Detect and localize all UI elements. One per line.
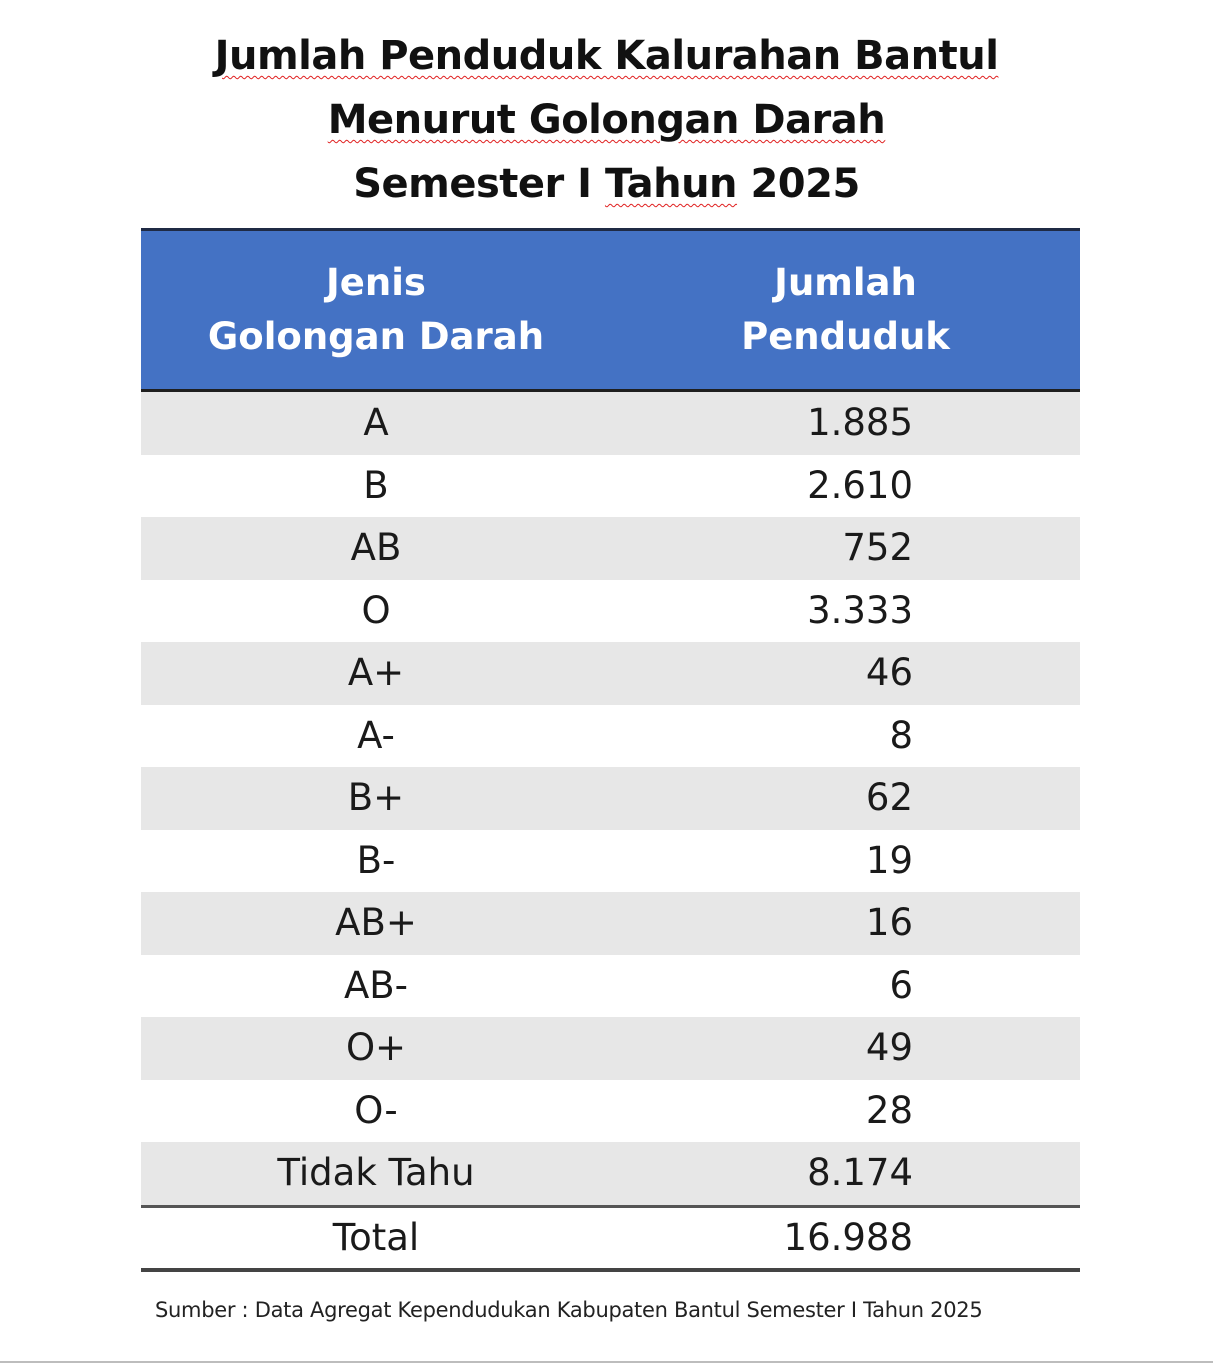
population-cell: 3.333 xyxy=(807,588,913,632)
table-row xyxy=(141,580,1080,643)
blood-type-cell: O- xyxy=(354,1088,398,1132)
table-row xyxy=(141,455,1080,518)
title-line-3: Semester I Tahun 2025 xyxy=(353,161,860,207)
table-row xyxy=(141,705,1080,768)
blood-type-cell: B+ xyxy=(141,767,611,830)
table-row xyxy=(141,892,1080,955)
table-row xyxy=(141,1142,1080,1206)
bottom-divider xyxy=(0,1361,1213,1363)
population-cell: 1.885 xyxy=(611,391,1080,455)
population-cell: 8 xyxy=(889,713,913,757)
population-cell: 6 xyxy=(889,963,913,1007)
population-cell: 28 xyxy=(865,1088,913,1132)
blood-type-cell: A- xyxy=(357,713,395,757)
title-line-1: Jumlah Penduduk Kalurahan Bantul xyxy=(214,33,999,79)
table-row xyxy=(141,642,1080,705)
population-cell: 16 xyxy=(611,892,1080,955)
table-row xyxy=(141,1017,1080,1080)
population-cell: 62 xyxy=(611,767,1080,830)
blood-type-cell: AB- xyxy=(343,963,409,1007)
table-body xyxy=(141,391,1080,1270)
blood-type-cell: O xyxy=(361,588,391,632)
blood-type-cell: O+ xyxy=(141,1017,611,1080)
blood-type-cell: AB xyxy=(141,517,611,580)
column-header-blood-type: Jenis Golongan Darah xyxy=(141,230,611,391)
blood-type-cell: AB+ xyxy=(141,892,611,955)
total-row xyxy=(141,1206,1080,1270)
population-cell: 752 xyxy=(611,517,1080,580)
page-title xyxy=(0,24,1213,216)
blood-type-cell: B xyxy=(363,463,389,507)
blood-type-cell: B- xyxy=(356,838,396,882)
title-line-2: Menurut Golongan Darah xyxy=(327,97,886,143)
population-cell: 2.610 xyxy=(807,463,913,507)
population-cell: 49 xyxy=(611,1017,1080,1080)
table-header xyxy=(141,230,1080,391)
population-cell: 8.174 xyxy=(611,1142,1080,1206)
population-cell: 46 xyxy=(611,642,1080,705)
blood-type-cell: Tidak Tahu xyxy=(141,1142,611,1206)
table-row xyxy=(141,391,1080,455)
table-row xyxy=(141,1080,1080,1143)
blood-type-cell: A xyxy=(141,391,611,455)
population-cell: 19 xyxy=(865,838,913,882)
table-row xyxy=(141,830,1080,893)
header-row xyxy=(141,230,1080,391)
table-row xyxy=(141,767,1080,830)
source-note: Sumber : Data Agregat Kependudukan Kabupaten Bantul Semester I Tahun 2025 xyxy=(155,1298,983,1322)
total-label: Total xyxy=(141,1206,611,1270)
blood-type-cell: A+ xyxy=(141,642,611,705)
total-count: 16.988 xyxy=(611,1206,1080,1270)
blood-type-table xyxy=(141,228,1080,1272)
table-row xyxy=(141,955,1080,1018)
column-header-population: Jumlah Penduduk xyxy=(611,230,1080,391)
table-row xyxy=(141,517,1080,580)
